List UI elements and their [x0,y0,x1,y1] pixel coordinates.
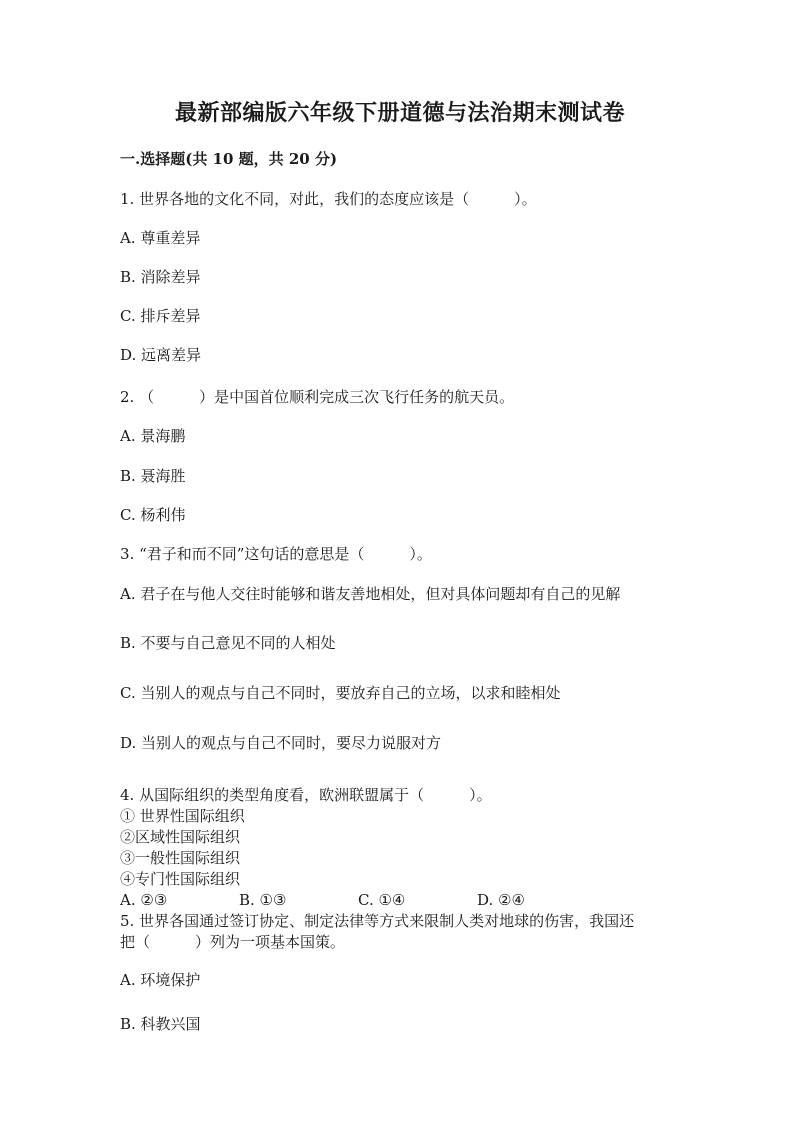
question-5-stem-line-2: 把（ ）列为一项基本国策。 [120,933,346,951]
question-1-option-a: A. 尊重差异 [120,229,201,247]
question-3-option-a: A. 君子在与他人交往时能够和谐友善地相处，但对具体问题却有自己的见解 [120,585,621,603]
question-4-item-4: ④专门性国际组织 [120,870,241,888]
question-4-choices [120,890,525,910]
question-4-item-3: ③一般性国际组织 [120,849,241,867]
question-5-option-a: A. 环境保护 [120,971,201,989]
question-4-item-2: ②区域性国际组织 [120,828,241,846]
question-2-option-a: A. 景海鹏 [120,427,186,445]
question-3-option-b: B. 不要与自己意见不同的人相处 [120,634,336,652]
page-title: 最新部编版六年级下册道德与法治期末测试卷 [174,100,625,126]
section-heading: 一.选择题(共 10 题，共 20 分) [120,150,338,168]
question-5-option-b: B. 科教兴国 [120,1015,201,1033]
question-1-option-b: B. 消除差异 [120,268,201,286]
question-5-stem-line-1: 5. 世界各国通过签订协定、制定法律等方式来限制人类对地球的伤害，我国还 [120,912,635,930]
question-2-option-c: C. 杨利伟 [120,506,186,524]
question-2-option-b: B. 聂海胜 [120,467,186,485]
question-4-choice-a: A. ②③ [120,891,168,909]
question-3-option-d: D. 当别人的观点与自己不同时，要尽力说服对方 [120,734,442,752]
question-4-choice-c: C. ①④ [358,891,406,909]
question-1-option-d: D. 远离差异 [120,346,202,364]
question-4-choice-b: B. ①③ [239,891,287,909]
question-3-option-c: C. 当别人的观点与自己不同时，要放弃自己的立场，以求和睦相处 [120,684,561,702]
question-1-stem: 1. 世界各地的文化不同，对此，我们的态度应该是（ ）。 [120,190,537,208]
question-2-stem: 2. （ ）是中国首位顺利完成三次飞行任务的航天员。 [120,388,515,406]
question-4-item-1: ① 世界性国际组织 [120,807,245,825]
question-4-stem: 4. 从国际组织的类型角度看，欧洲联盟属于（ ）。 [120,786,492,804]
question-4-choice-d: D. ②④ [477,891,525,909]
question-3-stem: 3. “君子和而不同”这句话的意思是（ ）。 [120,545,432,563]
question-1-option-c: C. 排斥差异 [120,307,201,325]
